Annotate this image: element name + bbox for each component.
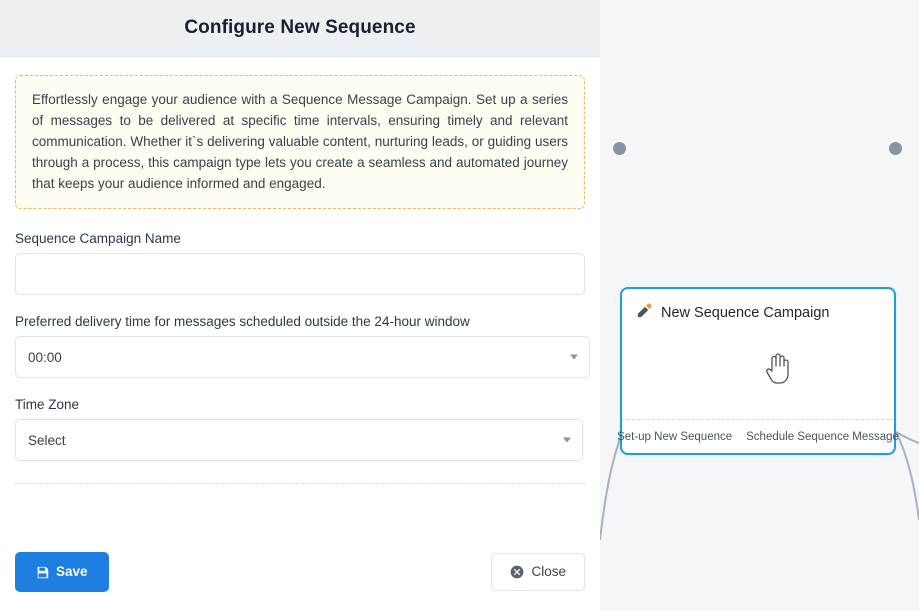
node-port-right[interactable] bbox=[889, 142, 902, 155]
flow-canvas[interactable] bbox=[600, 0, 919, 611]
page-title: Configure New Sequence bbox=[184, 17, 416, 38]
close-icon bbox=[510, 565, 524, 579]
delivery-time-label: Preferred delivery time for messages scheduled outside the 24-hour window bbox=[15, 314, 470, 329]
save-disk-icon bbox=[36, 566, 49, 579]
node-new-sequence-campaign[interactable] bbox=[617, 287, 899, 455]
node-port-left[interactable] bbox=[613, 142, 626, 155]
campaign-name-label: Sequence Campaign Name bbox=[15, 231, 181, 246]
field-delivery-time bbox=[15, 314, 585, 378]
chevron-down-icon bbox=[570, 355, 578, 360]
time-zone-label: Time Zone bbox=[15, 397, 80, 412]
time-zone-value: Select bbox=[15, 419, 583, 461]
info-callout bbox=[15, 75, 585, 209]
close-button-label: Close bbox=[531, 564, 566, 580]
save-button-label: Save bbox=[56, 564, 88, 580]
node-title: New Sequence Campaign bbox=[661, 305, 830, 321]
delivery-time-select[interactable] bbox=[15, 336, 590, 378]
close-button[interactable] bbox=[491, 553, 585, 591]
node-header bbox=[622, 289, 894, 324]
info-callout-text: Effortlessly engage your audience with a Sequence Message Campaign. Set up a series of messages to be delivered at specific time intervals, ensuring timely and relevant communication. Whether it`s delivering valuable content, nurturing leads, or guiding users through a process, this campaign type lets you create a seamless and automated journey that keeps your audience informed and engaged. bbox=[32, 92, 568, 191]
time-zone-select[interactable] bbox=[15, 419, 583, 461]
delivery-time-value: 00:00 bbox=[15, 336, 590, 378]
save-button[interactable] bbox=[15, 552, 109, 592]
sequence-icon bbox=[636, 302, 653, 324]
node-actions bbox=[617, 419, 899, 453]
campaign-name-input[interactable] bbox=[15, 253, 585, 295]
modal-footer bbox=[0, 533, 600, 611]
cursor-pointer-icon bbox=[764, 351, 790, 390]
modal-body bbox=[0, 57, 600, 533]
node-action-setup-new-sequence[interactable]: Set-up New Sequence bbox=[617, 430, 733, 443]
field-time-zone bbox=[15, 397, 585, 461]
field-campaign-name bbox=[15, 231, 585, 295]
chevron-down-icon bbox=[563, 438, 571, 443]
node-action-schedule-sequence-message[interactable]: Schedule Sequence Message bbox=[746, 430, 899, 443]
divider bbox=[15, 483, 585, 484]
modal-header bbox=[0, 0, 600, 57]
